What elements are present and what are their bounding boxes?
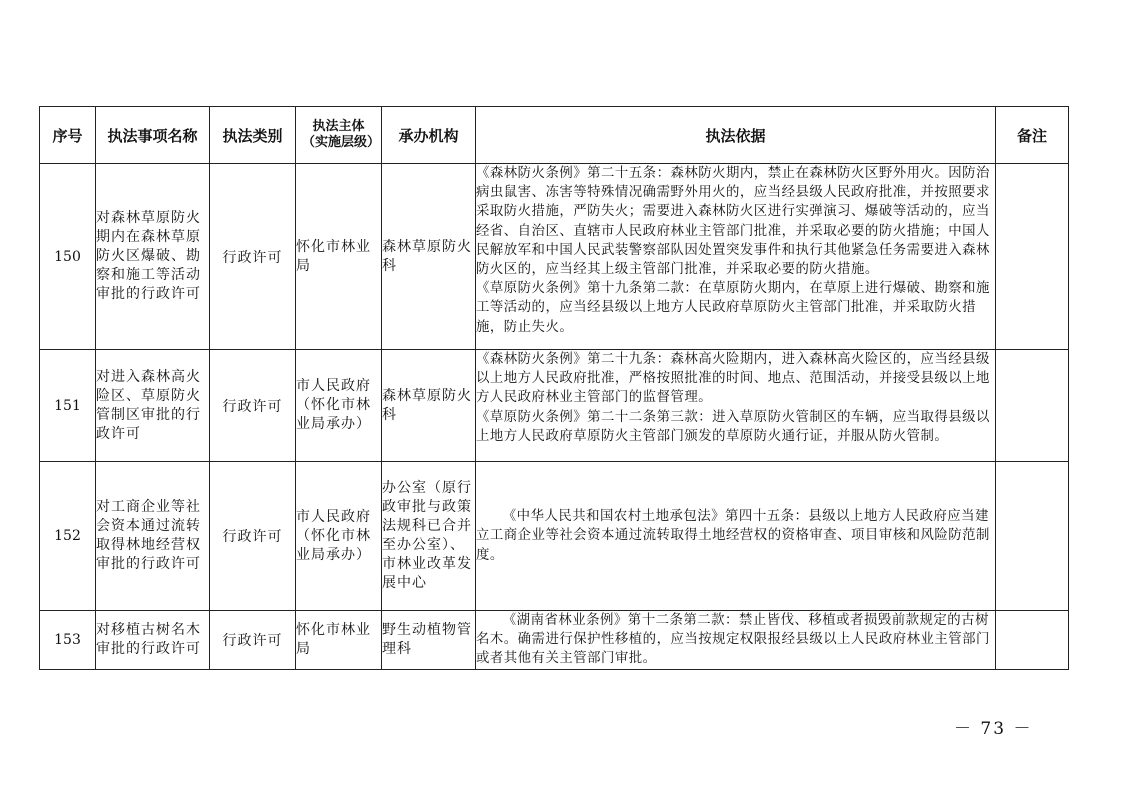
row-org: 办公室（原行政审批与政策法规科已合并至办公室）、市林业改革发展中心	[382, 462, 476, 611]
basis-paragraph: 《草原防火条例》第十九条第二款：在草原防火期内，在草原上进行爆破、勘察和施工等活动的，应当经县级以上地方人民政府草原防火主管部门批准，并采取防火措施，防止失火。	[476, 281, 990, 335]
table-row	[40, 164, 1069, 350]
row-org: 森林草原防火科	[382, 350, 476, 462]
basis-paragraph: 《草原防火条例》第二十二条第三款：进入草原防火管制区的车辆，应当取得县级以上地方人民政府草原防火主管部门颁发的草原防火通行证，并服从防火管制。	[476, 409, 990, 444]
row-org: 森林草原防火科	[382, 164, 476, 350]
row-basis	[476, 350, 996, 462]
row-type: 行政许可	[210, 164, 296, 350]
row-note	[996, 164, 1069, 350]
header-basis: 执法依据	[476, 107, 996, 164]
header-subject: 执法主体（实施层级）	[296, 107, 382, 164]
row-subject: 怀化市林业局	[296, 611, 382, 670]
row-basis	[476, 164, 996, 350]
basis-paragraph: 《森林防火条例》第二十五条：森林防火期内，禁止在森林防火区野外用火。因防治病虫鼠害、冻害等特殊情况确需野外用火的，应当经县级人民政府批准，并按照要求采取防火措施，严防失火；需要进入森林防火区进行实弹演习、爆破等活动的，应当经省、自治区、直辖市人民政府林业主管部门批准，并采取必要的防火措施；中国人民解放军和中国人民武装警察部队因处置突发事件和执行其他紧急任务需要进入森林防火区的，应当经其上级主管部门批准，并采取必要的防火措施。	[476, 166, 990, 278]
row-basis	[476, 611, 996, 670]
table-row	[40, 350, 1069, 462]
row-basis	[476, 462, 996, 611]
basis-paragraph: 《中华人民共和国农村土地承包法》第四十五条：县级以上地方人民政府应当建立工商企业等社会资本通过流转取得土地经营权的资格审查、项目审核和风险防范制度。	[476, 509, 990, 563]
row-note	[996, 611, 1069, 670]
row-type: 行政许可	[210, 611, 296, 670]
table-row	[40, 462, 1069, 611]
header-name: 执法事项名称	[96, 107, 210, 164]
header-note: 备注	[996, 107, 1069, 164]
row-name: 对工商企业等社会资本通过流转取得林地经营权审批的行政许可	[96, 462, 210, 611]
row-note	[996, 462, 1069, 611]
row-note	[996, 350, 1069, 462]
row-name: 对进入森林高火险区、草原防火管制区审批的行政许可	[96, 350, 210, 462]
header-org: 承办机构	[382, 107, 476, 164]
header-seq: 序号	[40, 107, 96, 164]
row-name: 对森林草原防火期内在森林草原防火区爆破、勘察和施工等活动审批的行政许可	[96, 164, 210, 350]
header-row	[40, 107, 1069, 164]
row-type: 行政许可	[210, 462, 296, 611]
row-seq: 150	[40, 164, 96, 350]
law-enforcement-table	[39, 106, 1069, 670]
row-org: 野生动植物管理科	[382, 611, 476, 670]
row-subject: 市人民政府（怀化市林业局承办）	[296, 462, 382, 611]
row-type: 行政许可	[210, 350, 296, 462]
row-name: 对移植古树名木审批的行政许可	[96, 611, 210, 670]
header-type: 执法类别	[210, 107, 296, 164]
row-seq: 152	[40, 462, 96, 611]
row-seq: 153	[40, 611, 96, 670]
basis-paragraph: 《湖南省林业条例》第十二条第二款：禁止皆伐、移植或者损毁前款规定的古树名木。确需进行保护性移植的，应当按规定权限报经县级以上人民政府林业主管部门或者其他有关主管部门审批。	[476, 613, 990, 667]
row-subject: 市人民政府（怀化市林业局承办）	[296, 350, 382, 462]
basis-paragraph: 《森林防火条例》第二十九条：森林高火险期内，进入森林高火险区的，应当经县级以上地方人民政府批准，严格按照批准的时间、地点、范围活动，并接受县级以上地方人民政府林业主管部门的监督管理。	[476, 352, 990, 406]
table-row	[40, 611, 1069, 670]
row-subject: 怀化市林业局	[296, 164, 382, 350]
page-number: － 73 －	[954, 719, 1033, 739]
row-seq: 151	[40, 350, 96, 462]
